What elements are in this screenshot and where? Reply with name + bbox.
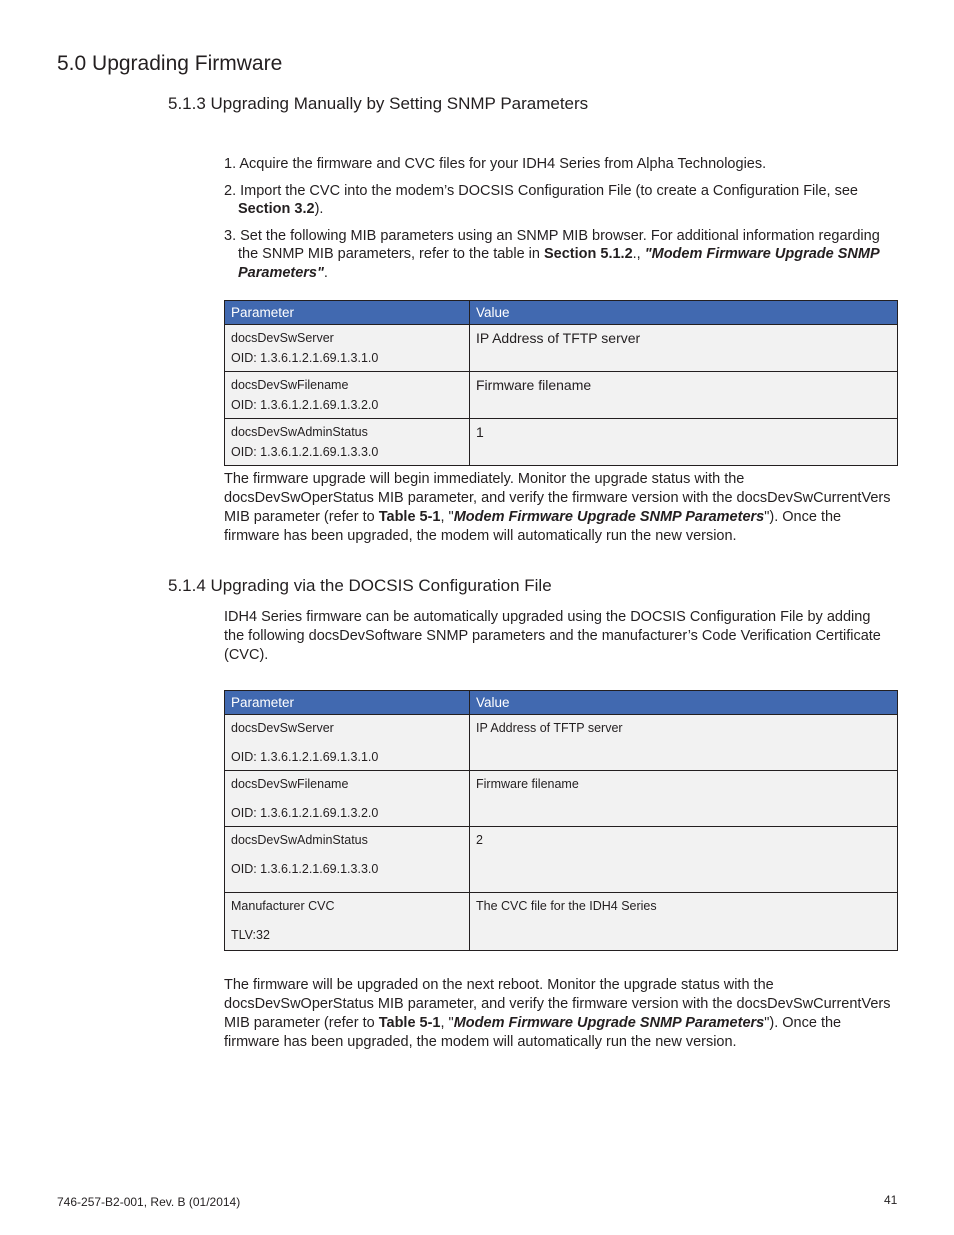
section-title-manual: 5.1.3 Upgrading Manually by Setting SNMP Parameters [168, 94, 589, 113]
value-cell: The CVC file for the IDH4 Series [470, 893, 898, 951]
paragraph-text: The firmware upgrade will begin immediately. Monitor the upgrade status with the docsDevSwOperStatus MIB parameter, and verify the firmware version with the docsDevSwCurrentVers MIB parameter (refer to [224, 471, 891, 525]
table-reference: Table 5-1 [378, 1015, 441, 1031]
footer-document-id: 746-257-B2-001, Rev. B (01/2014) [57, 1195, 241, 1209]
table-reference: "Modem Firmware Upgrade SNMP Parameters" [238, 246, 880, 281]
header-parameter: Parameter [225, 301, 470, 325]
param-cell [225, 893, 470, 951]
header-parameter: Parameter [225, 691, 470, 715]
value-cell: IP Address of TFTP server [470, 325, 898, 372]
table-title-reference: Modem Firmware Upgrade SNMP Parameters [453, 1015, 765, 1031]
value-cell: 1 [470, 419, 898, 466]
page-heading: 5.0 Upgrading Firmware [57, 52, 283, 75]
step-text: ). [314, 201, 324, 217]
header-value: Value [470, 691, 898, 715]
paragraph-text: The firmware will be upgraded on the next reboot. Monitor the upgrade status with the docsDevSwOperStatus MIB parameter, and verify the firmware version with the docsDevSwCurrentVers MIB parameter (refer to [224, 977, 891, 1031]
step-text: ., [632, 246, 645, 262]
param-name: docsDevSwServer [231, 331, 334, 345]
section-reference: Section 3.2 [238, 201, 315, 217]
step-2 [224, 182, 894, 219]
step-text: Set the following MIB parameters using an SNMP MIB browser. For additional information regarding the SNMP MIB parameters, refer to the table in [238, 227, 880, 262]
param-name: docsDevSwServer [231, 721, 334, 735]
docsis-followup-paragraph [224, 976, 894, 1052]
docsis-intro-paragraph: IDH4 Series firmware can be automatically upgraded using the DOCSIS Configuration File by adding the following docsDevSoftware SNMP parameters and the manufacturer’s Code Verification Certificate (CVC). [224, 609, 881, 663]
snmp-parameter-table-manual [224, 300, 898, 466]
table-row [225, 372, 898, 419]
step-text: Import the CVC into the modem’s DOCSIS Configuration File (to create a Configuration File, see [240, 182, 858, 199]
table-header-row [225, 691, 898, 715]
step-1 [224, 155, 894, 174]
param-name: docsDevSwFilename [231, 777, 349, 791]
param-cell [225, 419, 470, 466]
header-value: Value [470, 301, 898, 325]
value-cell: Firmware filename [470, 372, 898, 419]
table-row [225, 715, 898, 771]
param-cell [225, 827, 470, 893]
value-cell: Firmware filename [470, 771, 898, 827]
param-cell [225, 771, 470, 827]
step-number: 3. [224, 227, 237, 244]
table-row [225, 419, 898, 466]
param-oid: OID: 1.3.6.1.2.1.69.1.3.3.0 [231, 445, 379, 459]
param-name: docsDevSwAdminStatus [231, 833, 368, 847]
param-oid: TLV:32 [231, 928, 270, 942]
section-reference: Section 5.1.2 [543, 246, 633, 262]
param-oid: OID: 1.3.6.1.2.1.69.1.3.2.0 [231, 806, 379, 820]
table-row [225, 771, 898, 827]
step-number: 1. [224, 156, 237, 172]
paragraph-text: "). Once the firmware has been upgraded, the modem will automatically run the new version. [224, 509, 842, 544]
snmp-parameter-table-docsis [224, 690, 898, 951]
table-title-reference: Modem Firmware Upgrade SNMP Parameters [453, 509, 765, 525]
param-name: docsDevSwAdminStatus [231, 425, 368, 439]
section-title-docsis: 5.1.4 Upgrading via the DOCSIS Configuration File [168, 576, 552, 595]
param-oid: OID: 1.3.6.1.2.1.69.1.3.1.0 [231, 351, 379, 365]
param-name: Manufacturer CVC [231, 899, 335, 913]
table-header-row [225, 301, 898, 325]
table-reference: Table 5-1 [378, 509, 441, 525]
value-cell: IP Address of TFTP server [470, 715, 898, 771]
paragraph-text: , " [440, 509, 454, 525]
step-text: Acquire the firmware and CVC files for your IDH4 Series from Alpha Technologies. [239, 156, 767, 172]
table-row [225, 893, 898, 951]
param-name: docsDevSwFilename [231, 378, 349, 392]
table-row [225, 325, 898, 372]
param-oid: OID: 1.3.6.1.2.1.69.1.3.1.0 [231, 750, 379, 764]
steps-list [224, 155, 894, 290]
paragraph-text: , " [440, 1015, 454, 1031]
param-oid: OID: 1.3.6.1.2.1.69.1.3.2.0 [231, 398, 379, 412]
param-cell [225, 325, 470, 372]
paragraph-text: "). Once the firmware has been upgraded, the modem will automatically run the new version. [224, 1015, 842, 1050]
table-row [225, 827, 898, 893]
manual-followup-paragraph [224, 470, 894, 546]
param-oid: OID: 1.3.6.1.2.1.69.1.3.3.0 [231, 862, 379, 876]
param-cell [225, 372, 470, 419]
step-3 [224, 227, 894, 283]
param-cell [225, 715, 470, 771]
step-number: 2. [224, 182, 237, 199]
footer-page-number: 41 [884, 1193, 898, 1207]
step-text: . [323, 264, 328, 281]
value-cell: 2 [470, 827, 898, 893]
